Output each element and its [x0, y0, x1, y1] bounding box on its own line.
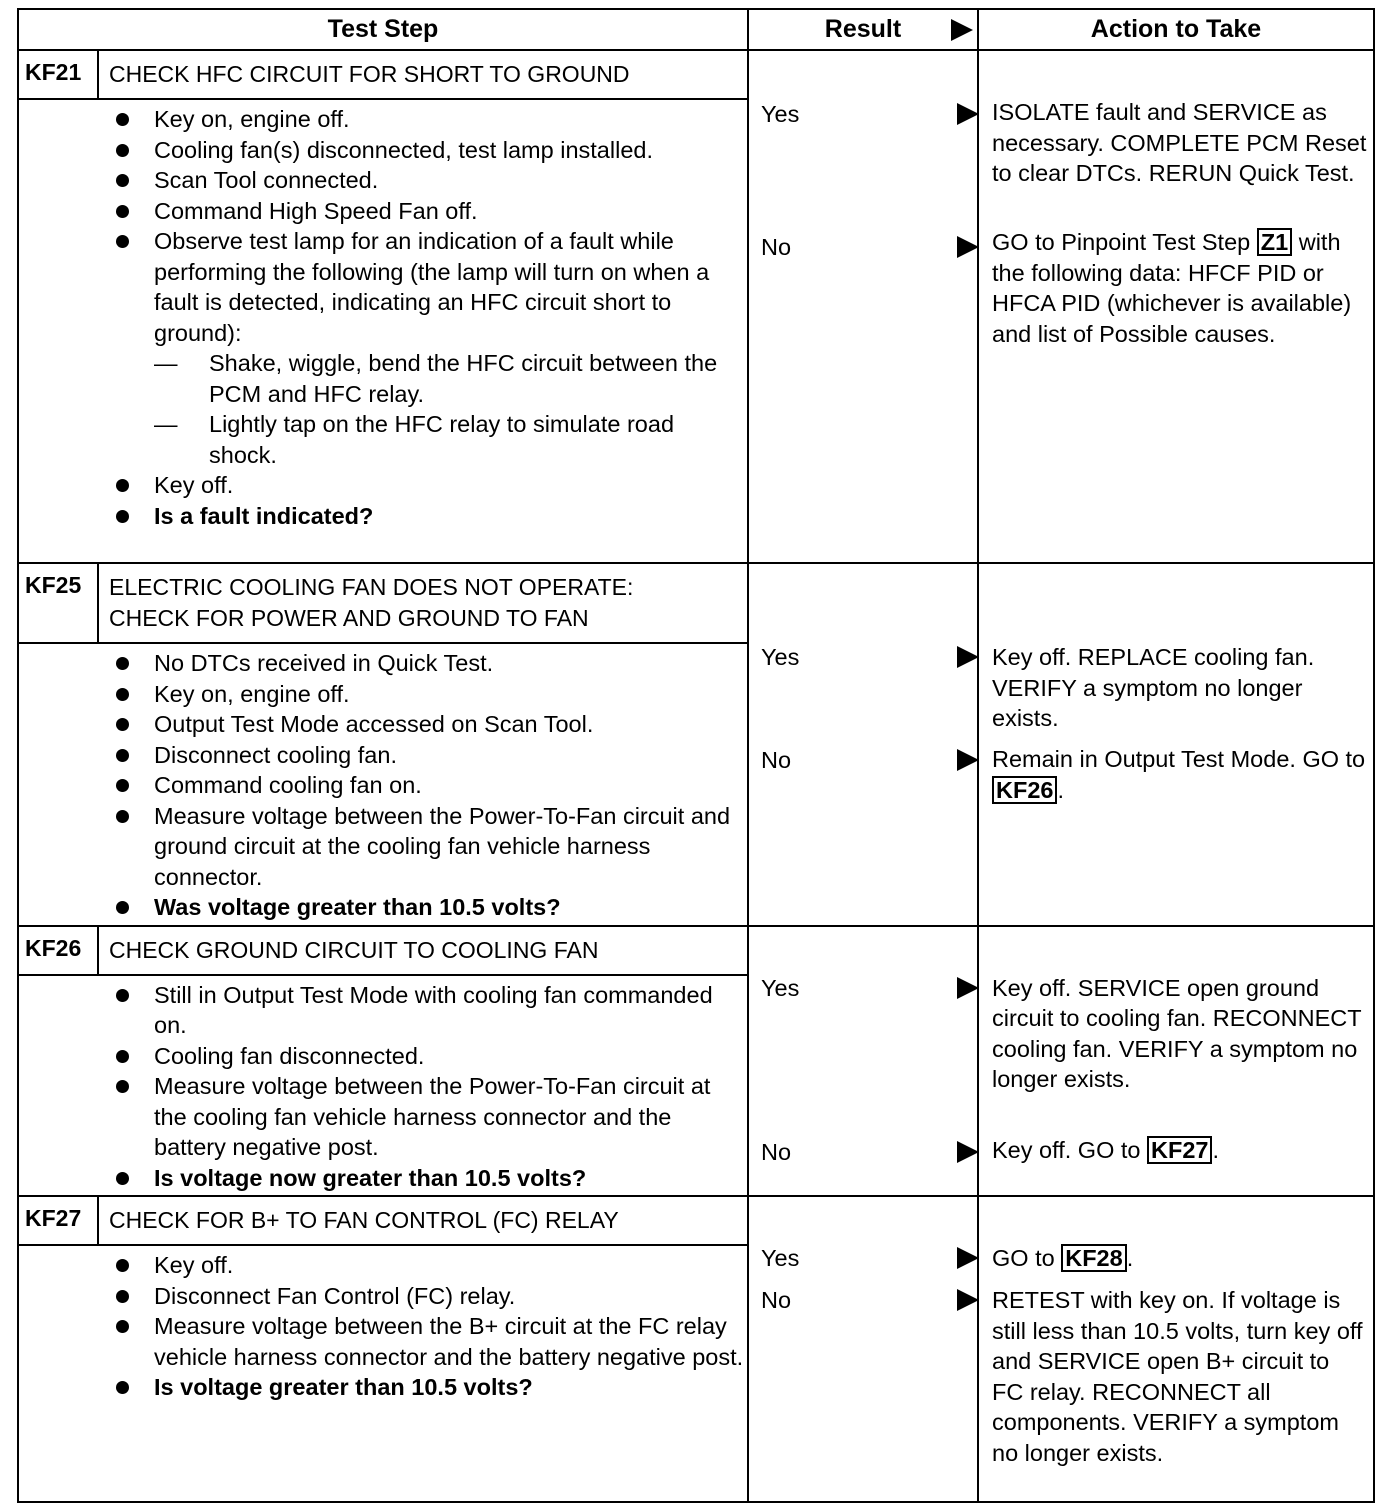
header-test-step: Test Step — [18, 9, 748, 50]
sub-bullet-item: — Shake, wiggle, bend the HFC circuit between the PCM and HFC relay. — [154, 348, 747, 409]
bullet-item: Measure voltage between the Power-To-Fan circuit and ground circuit at the cooling fan vehicle harness connector. — [114, 801, 747, 893]
step-bullet-list — [19, 644, 747, 925]
bullet-item: Key off. — [114, 470, 747, 501]
action-text — [992, 744, 1367, 805]
result-cell — [748, 926, 978, 1197]
step-title — [99, 51, 747, 98]
action-text-post: . — [1057, 776, 1064, 803]
step-title — [99, 1197, 747, 1244]
action-text-pre: GO to — [992, 1245, 1062, 1271]
action-cell — [978, 50, 1374, 563]
step-title-line: CHECK GROUND CIRCUIT TO COOLING FAN — [109, 936, 599, 963]
step-reference: Z1 — [1257, 228, 1292, 256]
arrow-right-icon — [957, 1289, 979, 1311]
step-id: KF21 — [19, 51, 99, 98]
action-text — [992, 1243, 1367, 1274]
step-bullet-list — [19, 1246, 747, 1405]
action-text — [992, 227, 1367, 349]
action-text-pre: Key off. GO to — [992, 1136, 1147, 1163]
result-label: No — [761, 234, 792, 260]
arrow-right-icon — [957, 103, 979, 125]
pinpoint-test-table — [17, 8, 1375, 1503]
sub-bullet-item: — Lightly tap on the HFC relay to simulate road shock. — [154, 409, 747, 470]
step-question: Was voltage greater than 10.5 volts? — [114, 892, 747, 923]
step-id: KF27 — [19, 1197, 99, 1244]
result-label: No — [761, 1138, 792, 1165]
action-text-pre: Remain in Output Test Mode. GO to — [992, 746, 1366, 772]
bullet-item: Cooling fan disconnected. — [114, 1041, 747, 1072]
step-header — [19, 927, 747, 976]
result-no — [761, 234, 791, 261]
action-text-post: with the following data: HFCF PID or HFCA PID (whichever is available) and list of Possible causes. — [992, 229, 1352, 347]
result-cell — [748, 1196, 978, 1502]
bullet-item-with-subs — [114, 226, 747, 470]
result-yes — [761, 644, 799, 671]
result-label: No — [761, 747, 792, 773]
step-bullet-list — [19, 100, 747, 533]
arrow-right-icon — [957, 1247, 979, 1269]
action-text-pre: GO to Pinpoint Test Step — [992, 229, 1257, 255]
bullet-item: Still in Output Test Mode with cooling fan commanded on. — [114, 980, 747, 1041]
bullet-item: Output Test Mode accessed on Scan Tool. — [114, 709, 747, 740]
action-text: Key off. SERVICE open ground circuit to cooling fan. RECONNECT cooling fan. VERIFY a symptom no longer exists. — [992, 974, 1362, 1092]
sub-bullet-list — [154, 348, 747, 470]
action-text-post: . — [1126, 1245, 1134, 1271]
bullet-item: Key off. — [114, 1250, 747, 1281]
result-yes — [761, 1245, 799, 1272]
step-row-kf25 — [18, 563, 1374, 926]
result-cell — [748, 50, 978, 563]
action-text — [992, 1135, 1367, 1166]
result-label: Yes — [761, 1245, 800, 1271]
result-yes — [761, 975, 799, 1002]
step-question: Is voltage now greater than 10.5 volts? — [114, 1163, 747, 1194]
test-step-cell — [18, 926, 748, 1197]
arrow-right-icon — [957, 749, 979, 771]
test-step-cell — [18, 1196, 748, 1502]
step-title-line: CHECK FOR POWER AND GROUND TO FAN — [109, 605, 589, 631]
bullet-item: Cooling fan(s) disconnected, test lamp installed. — [114, 135, 747, 166]
step-row-kf26 — [18, 926, 1374, 1197]
action-text-post: . — [1212, 1136, 1219, 1163]
step-reference: KF26 — [992, 776, 1057, 804]
step-row-kf21 — [18, 50, 1374, 563]
bullet-item: Scan Tool connected. — [114, 165, 747, 196]
step-bullet-list — [19, 976, 747, 1196]
result-label: Yes — [761, 644, 800, 670]
step-id: KF25 — [19, 564, 99, 642]
header-result — [748, 9, 978, 50]
arrow-right-icon — [957, 977, 979, 999]
bullet-text: Observe test lamp for an indication of a fault while performing the following (the lamp will turn on when a fault is detected, indicating an HFC circuit short to ground): — [154, 228, 710, 346]
result-cell — [748, 563, 978, 926]
step-title — [99, 564, 747, 642]
step-title-line: CHECK HFC CIRCUIT FOR SHORT TO GROUND — [109, 61, 630, 87]
bullet-item: Command cooling fan on. — [114, 770, 747, 801]
step-title — [99, 927, 747, 974]
step-question: Is a fault indicated? — [114, 501, 747, 532]
result-no — [761, 1139, 791, 1166]
step-reference: KF27 — [1147, 1136, 1212, 1164]
bullet-item: Key on, engine off. — [114, 679, 747, 710]
bullet-item: Measure voltage between the Power-To-Fan circuit at the cooling fan vehicle harness connector and the battery negative post. — [114, 1071, 747, 1163]
test-step-cell — [18, 50, 748, 563]
result-no — [761, 1287, 791, 1314]
header-result-label: Result — [824, 15, 902, 43]
step-header — [19, 564, 747, 644]
action-text: Key off. REPLACE cooling fan. VERIFY a symptom no longer exists. — [992, 644, 1315, 731]
result-no — [761, 747, 791, 774]
step-header — [19, 1197, 747, 1246]
bullet-item: Disconnect Fan Control (FC) relay. — [114, 1281, 747, 1312]
result-label: Yes — [761, 974, 800, 1001]
test-step-cell — [18, 563, 748, 926]
bullet-item: Measure voltage between the B+ circuit at the FC relay vehicle harness connector and the battery negative post. — [114, 1311, 747, 1372]
action-text: RETEST with key on. If voltage is still less than 10.5 volts, turn key off and SERVICE open B+ circuit to FC relay. RECONNECT all components. VERIFY a symptom no longer exists. — [992, 1287, 1363, 1466]
result-yes — [761, 101, 799, 128]
bullet-item: Disconnect cooling fan. — [114, 740, 747, 771]
arrow-right-icon — [957, 1141, 979, 1163]
action-text: ISOLATE fault and SERVICE as necessary. COMPLETE PCM Reset to clear DTCs. RERUN Quick Test. — [992, 99, 1367, 186]
arrow-right-icon — [957, 646, 979, 668]
step-reference: KF28 — [1061, 1244, 1126, 1272]
step-title-line: ELECTRIC COOLING FAN DOES NOT OPERATE: — [109, 574, 634, 600]
step-question: Is voltage greater than 10.5 volts? — [114, 1372, 747, 1403]
arrow-right-icon — [957, 236, 979, 258]
result-label: Yes — [761, 101, 800, 127]
table-header-row — [18, 9, 1374, 50]
action-cell — [978, 1196, 1374, 1502]
bullet-item: No DTCs received in Quick Test. — [114, 648, 747, 679]
result-label: No — [761, 1287, 792, 1313]
arrow-right-icon — [951, 19, 973, 41]
step-title-line: CHECK FOR B+ TO FAN CONTROL (FC) RELAY — [109, 1207, 619, 1233]
step-id: KF26 — [19, 927, 99, 974]
bullet-item: Command High Speed Fan off. — [114, 196, 747, 227]
step-row-kf27 — [18, 1196, 1374, 1502]
bullet-item: Key on, engine off. — [114, 104, 747, 135]
step-header — [19, 51, 747, 100]
action-cell — [978, 926, 1374, 1197]
action-cell — [978, 563, 1374, 926]
header-action: Action to Take — [978, 9, 1374, 50]
